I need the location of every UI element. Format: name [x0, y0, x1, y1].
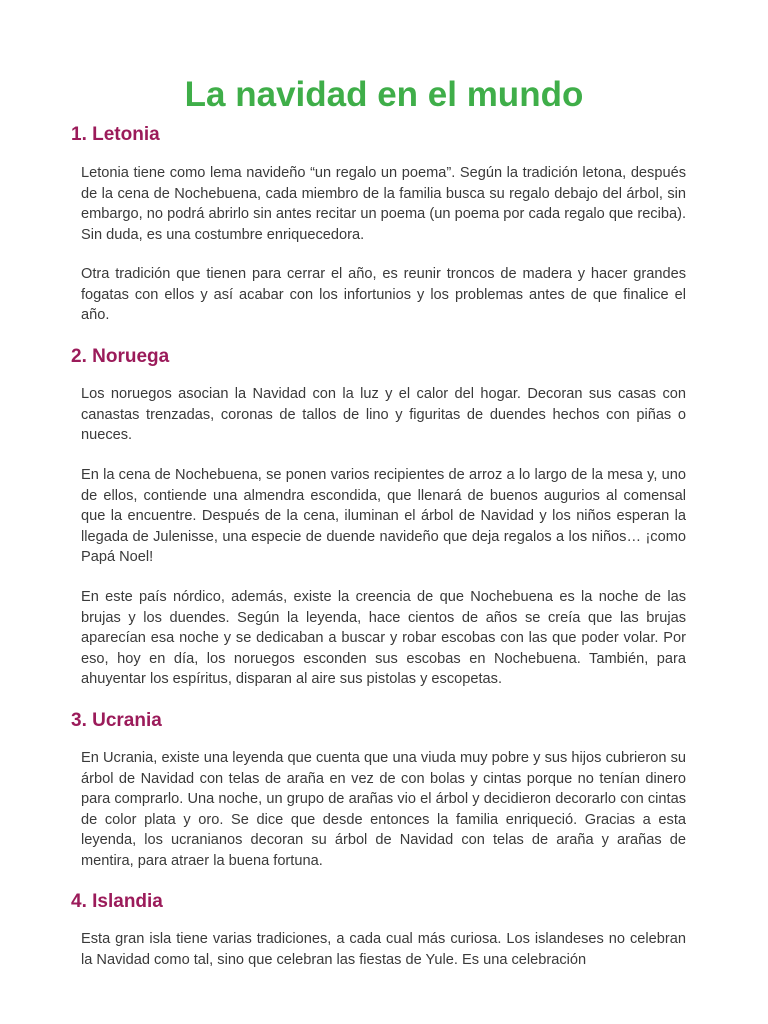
paragraph-noruega-3: En este país nórdico, además, existe la creencia de que Nochebuena es la noche de las brujas y los duendes. Según la leyenda, hace cientos de años se creía que las brujas aparecían esa noche y se dedicaban a buscar y robar escobas con las que poder volar. Por eso, hoy en día, los noruegos esconden sus escobas en Nochebuena. También, para ahuyentar los espíritus, disparan al aire sus pistolas y escopetas.	[81, 589, 686, 688]
section-heading-ucrania: 3. Ucrania	[71, 710, 162, 731]
section-heading-noruega: 2. Noruega	[71, 346, 170, 367]
section-heading-letonia: 1. Letonia	[71, 124, 160, 145]
paragraph-islandia-1: Esta gran isla tiene varias tradiciones, a cada cual más curiosa. Los islandeses no celebran la Navidad como tal, sino que celebran las fiestas de Yule. Es una celebración	[81, 931, 686, 968]
paragraph-noruega-2: En la cena de Nochebuena, se ponen varios recipientes de arroz a lo largo de la mesa y, uno de ellos, contiende una almendra escondida, que llenará de buenos augurios al comensal que la encuentre. Después de la cena, iluminan el árbol de Navidad y los niños esperan la llegada de Julenisse, una especie de duende navideño que deja regalos a los niños… ¡como Papá Noel!	[81, 467, 686, 566]
section-heading-islandia: 4. Islandia	[71, 891, 163, 912]
paragraph-ucrania-1: En Ucrania, existe una leyenda que cuenta que una viuda muy pobre y sus hijos cubrieron su árbol de Navidad con telas de araña en vez de con bolas y cintas porque no tenían dinero para comprarlo. Una noche, un grupo de arañas vio el árbol y decidieron decorarlo con cintas de color plata y oro. Se dice que desde entonces la familia enriqueció. Gracias a esta leyenda, los ucranianos decoran su árbol de Navidad con telas de araña y arañas de mentira, para atraer la buena fortuna.	[81, 750, 686, 869]
paragraph-letonia-1: Letonia tiene como lema navideño “un regalo un poema”. Según la tradición letona, después de la cena de Nochebuena, cada miembro de la familia busca su regalo debajo del árbol, sin embargo, no podrá abrirlo sin antes recitar un poema (un poema por cada regalo que reciba). Sin duda, es una costumbre enriquecedora.	[81, 165, 686, 243]
page-title: La navidad en el mundo	[184, 75, 584, 114]
paragraph-noruega-1: Los noruegos asocian la Navidad con la luz y el calor del hogar. Decoran sus casas con canastas trenzadas, coronas de tallos de lino y figuritas de duendes hechos con piñas o nueces.	[81, 386, 686, 444]
paragraph-letonia-2: Otra tradición que tienen para cerrar el año, es reunir troncos de madera y hacer grandes fogatas con ellos y así acabar con los infortunios y los problemas antes de que finalice el año.	[81, 266, 686, 324]
